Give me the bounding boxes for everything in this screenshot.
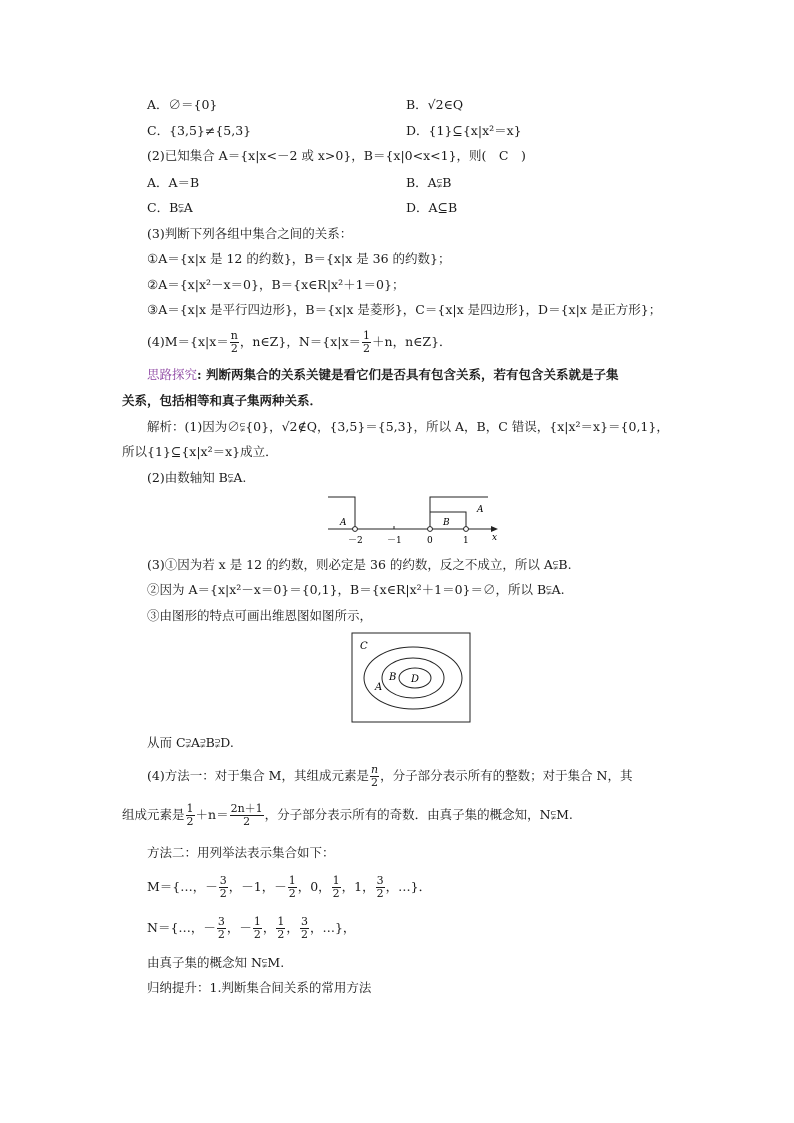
fraction: $\frac{3}{2}$ [217, 915, 225, 941]
fraction: $\frac{1}{2}$ [288, 874, 296, 900]
fraction: $\frac{3}{2}$ [376, 874, 384, 900]
tick-label: 1 [463, 536, 469, 546]
solution-2: (2)由数轴知 B⫋A. [147, 470, 247, 485]
question-3-item-3: ③A＝{x|x 是平行四边形}，B＝{x|x 是菱形}，C＝{x|x 是四边形}，D＝{x|x 是正方形}； [147, 302, 662, 317]
fraction: $\frac{1}{2}$ [332, 874, 340, 900]
thinking-line-1: 思路探究: 判断两集合的关系关键是看它们是否具有包含关系，若有包含关系就是子集 [147, 367, 619, 382]
set-label: B [443, 518, 450, 528]
set-label: A [340, 518, 347, 528]
tick-label: 0 [427, 536, 433, 546]
solution-3c: ③由图形的特点可画出维恩图如图所示， [147, 608, 373, 623]
set-m-listing: M＝{…，－ $\frac{3}{2}$ ，－1，－ $\frac{1}{2}$ ，0， $\frac{1}{2}$ ，1， $\frac{3}{2}$ ，…}． [147, 874, 432, 900]
fraction: $\frac{3}{2}$ [219, 874, 227, 900]
solution-3d: 从而 C⫌A⫌B⫌D. [147, 735, 234, 750]
option-2a: A．A＝B [147, 175, 200, 190]
solution-1b: 所以{1}⊆{x|x²＝x}成立． [122, 444, 278, 459]
fraction: $\frac{1}{2}$ [363, 329, 371, 355]
option-2c: C．B⫋A [147, 200, 193, 215]
fraction: $\frac{3}{2}$ [300, 915, 308, 941]
option-1d: D．{1}⊆{x|x²＝x} [406, 123, 522, 138]
fraction: $\frac{1}{2}$ [253, 915, 261, 941]
option-1a: A．∅＝{0} [147, 97, 218, 112]
venn-label: C [360, 641, 368, 652]
fraction: $\frac{n}{2}$ [370, 763, 379, 789]
fraction: $\frac{n}{2}$ [230, 329, 238, 355]
number-line-figure [322, 492, 502, 548]
axis-label: x [492, 533, 498, 543]
option-1b: B．√2∈Q [406, 97, 464, 112]
option-2b: B．A⫋B [406, 175, 452, 190]
venn-diagram [351, 632, 471, 723]
thinking-label: 思路探究 [147, 367, 198, 382]
tick-label: －2 [348, 536, 363, 546]
question-3-item-2: ②A＝{x|x²－x＝0}，B＝{x∈R|x²＋1＝0}； [147, 277, 405, 292]
set-label: A [477, 505, 484, 515]
set-n-listing: N＝{…，－ $\frac{3}{2}$ ，－ $\frac{1}{2}$ ， $\frac{1}{2}$ ， $\frac{3}{2}$ ，…}， [147, 915, 356, 941]
solution-method-2: 方法二：用列举法表示集合如下： [147, 845, 335, 860]
summary-heading: 归纳提升：1.判断集合间关系的常用方法 [147, 980, 372, 995]
question-4: (4)M＝{x|x＝ $\frac{n}{2}$ ，n∈Z}，N＝{x|x＝ $\frac{1}{2}$ ＋n，n∈Z}． [147, 329, 452, 355]
question-3-item-1: ①A＝{x|x 是 12 的约数}，B＝{x|x 是 36 的约数}； [147, 251, 451, 266]
question-3-stem: (3)判断下列各组中集合之间的关系： [147, 226, 353, 241]
fraction: $\frac{1}{2}$ [277, 915, 285, 941]
venn-label: B [389, 672, 397, 683]
venn-label: A [375, 682, 383, 693]
fraction: $\frac{1}{2}$ [186, 802, 194, 828]
question-2-stem: (2)已知集合 A＝{x|x<－2 或 x>0}，B＝{x|0<x<1}，则( C ) [147, 148, 526, 163]
option-2d: D．A⊆B [406, 200, 458, 215]
thinking-line-2: 关系，包括相等和真子集两种关系． [122, 393, 323, 408]
solution-3a: (3)①因为若 x 是 12 的约数，则必定是 36 的约数，反之不成立，所以 A⫋B. [147, 557, 572, 572]
solution-conclusion: 由真子集的概念知 N⫋M. [147, 955, 285, 970]
venn-label: D [411, 674, 420, 685]
fraction: $\frac{2n+1}{2}$ [230, 802, 263, 828]
option-1c: C．{3,5}≠{5,3} [147, 123, 252, 138]
solution-1a: 解析：(1)因为∅⫋{0}，√2∉Q，{3,5}＝{5,3}，所以 A，B，C 错误，{x|x²＝x}＝{0,1}， [147, 419, 669, 434]
tick-label: －1 [387, 536, 402, 546]
solution-4a: (4)方法一：对于集合 M，其组成元素是 $\frac{n}{2}$ ，分子部分表示所有的整数；对于集合 N，其 [147, 763, 633, 789]
solution-3b: ②因为 A＝{x|x²－x＝0}＝{0,1}，B＝{x∈R|x²＋1＝0}＝∅，所以 B⫋A. [147, 582, 565, 597]
solution-4b: 组成元素是 $\frac{1}{2}$ ＋n＝ $\frac{2n+1}{2}$ ，分子部分表示所有的奇数．由真子集的概念知，N⫋M. [122, 802, 573, 828]
